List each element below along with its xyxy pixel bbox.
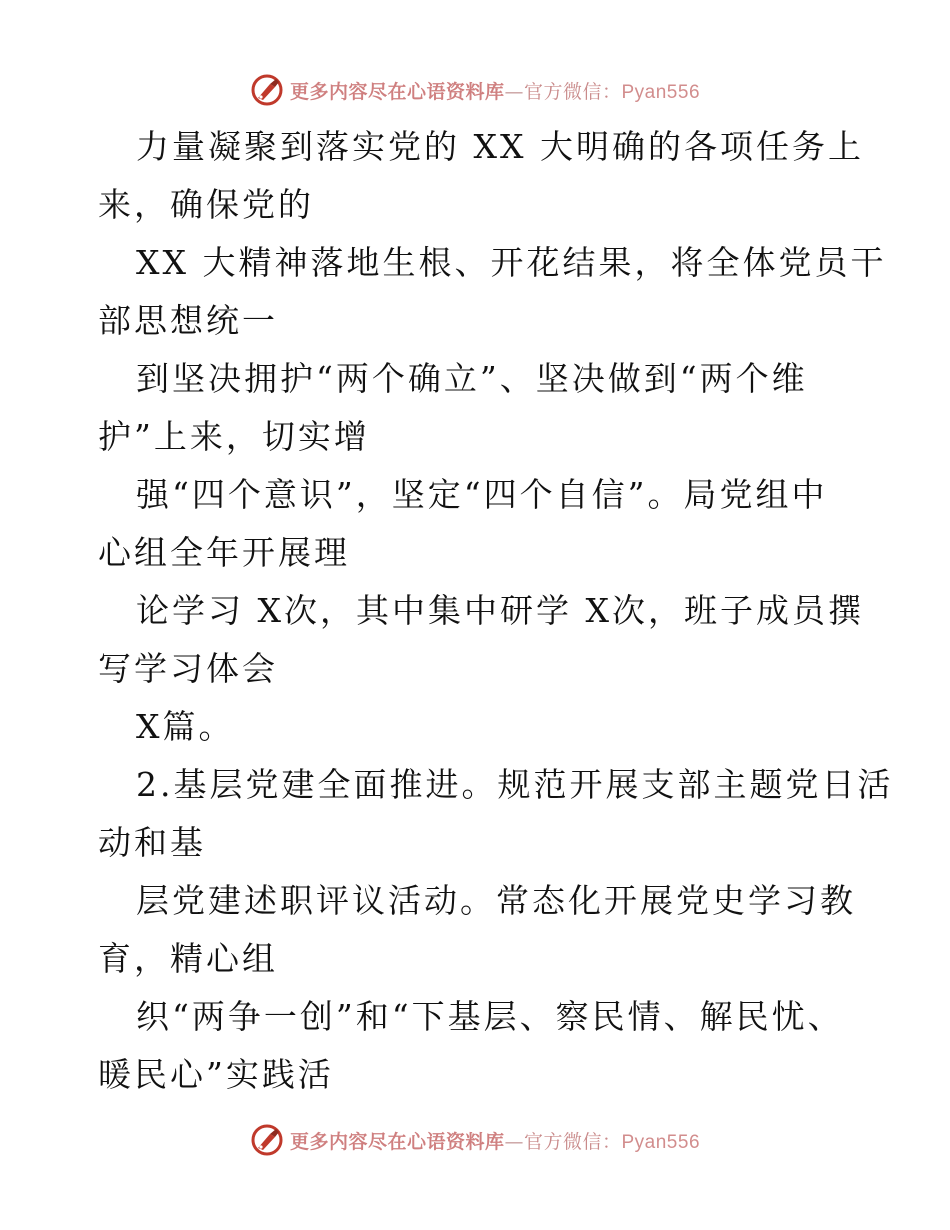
footer-banner xyxy=(0,1120,950,1160)
footer-contact-label: 官方微信： xyxy=(523,1130,622,1153)
body-text-line: 心组全年开展理 xyxy=(98,533,350,572)
header-banner xyxy=(0,70,950,110)
body-text-line: 织“两争一创”和“下基层、察民情、解民忧、 xyxy=(136,997,844,1036)
body-text-line: XX 大精神落地生根、开花结果，将全体党员干 xyxy=(136,243,887,282)
footer-brand: 更多内容尽在心语资料库 xyxy=(289,1130,505,1153)
body-text-line: 力量凝聚到落实党的 XX 大明确的各项任务上 xyxy=(136,127,864,166)
body-text-line: X篇。 xyxy=(136,707,235,746)
header-banner-text xyxy=(290,77,700,104)
header-brand: 更多内容尽在心语资料库 xyxy=(289,80,505,103)
pen-nib-logo-icon xyxy=(250,73,284,107)
footer-banner-text xyxy=(290,1127,700,1154)
header-separator: — xyxy=(504,80,524,103)
body-text-line: 部思想统一 xyxy=(98,301,278,340)
header-contact-label: 官方微信： xyxy=(523,80,622,103)
footer-contact-id: Pyan556 xyxy=(621,1131,701,1153)
body-text-line: 动和基 xyxy=(98,823,206,862)
body-text-line: 暖民心”实践活 xyxy=(98,1055,334,1094)
header-contact-id: Pyan556 xyxy=(621,81,701,103)
pen-nib-logo-icon xyxy=(250,1123,284,1157)
body-text-line: 育，精心组 xyxy=(98,939,278,978)
body-text-line: 层党建述职评议活动。常态化开展党史学习教 xyxy=(136,881,856,920)
body-text-line: 强“四个意识”，坚定“四个自信”。局党组中 xyxy=(136,475,828,514)
body-text-line: 2.基层党建全面推进。规范开展支部主题党日活 xyxy=(136,765,894,804)
body-text-line: 来，确保党的 xyxy=(98,185,314,224)
body-text-line: 到坚决拥护“两个确立”、坚决做到“两个维 xyxy=(136,359,808,398)
document-body xyxy=(98,118,894,1104)
body-text-line: 论学习 X次，其中集中研学 X次，班子成员撰 xyxy=(136,591,864,630)
body-text-line: 写学习体会 xyxy=(98,649,278,688)
body-text-line: 护”上来，切实增 xyxy=(98,417,370,456)
footer-separator: — xyxy=(504,1130,524,1153)
